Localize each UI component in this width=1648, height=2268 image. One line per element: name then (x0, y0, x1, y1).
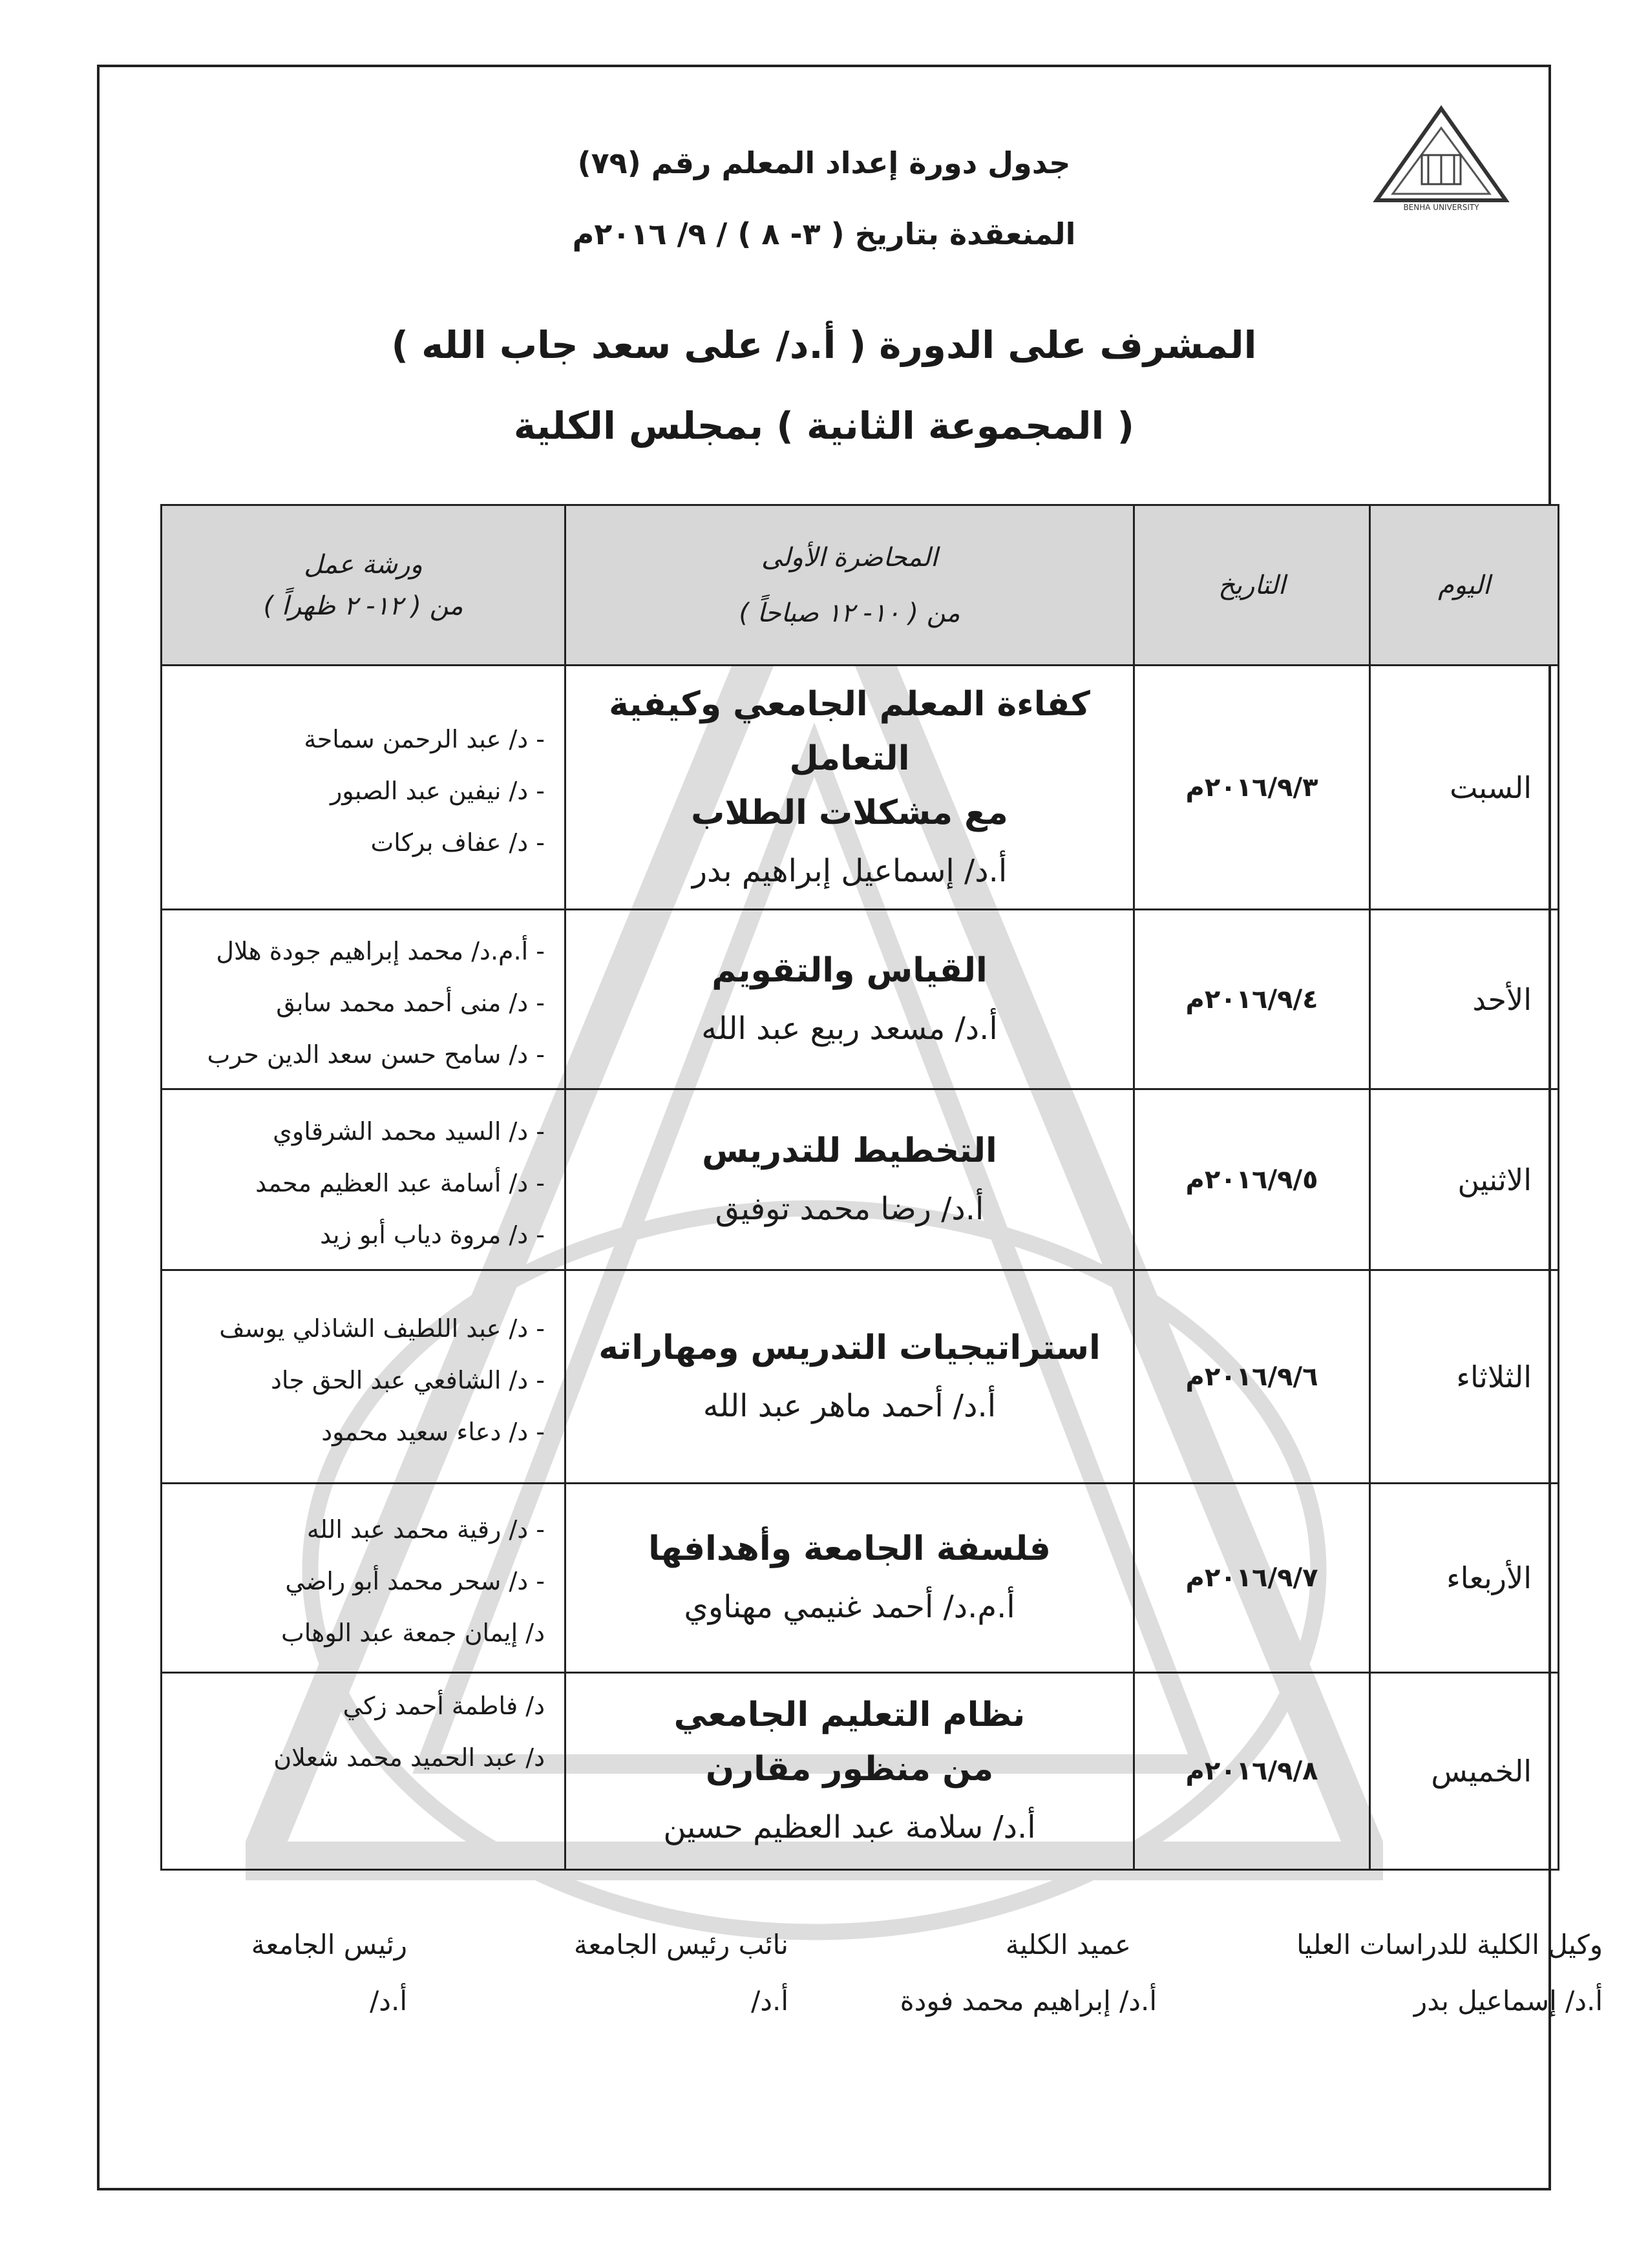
course-group: ( المجموعة الثانية ) بمجلس الكلية (513, 404, 1135, 448)
workshop-member: - د/ عبد اللطيف الشاذلي يوسف (219, 1314, 545, 1343)
lecture-title: القياس والتقويم (712, 950, 988, 990)
day-cell: الثلاثاء (1370, 1270, 1559, 1484)
lecture-cell (565, 910, 1134, 1089)
lecture-cell (565, 1673, 1134, 1870)
lecture-title: التخطيط للتدريس (702, 1131, 997, 1170)
signature-name: أ.د/ (751, 1985, 788, 2017)
lecture-title: استراتيجيات التدريس ومهاراته (598, 1328, 1101, 1367)
lecture-title: فلسفة الجامعة وأهدافها (648, 1529, 1051, 1568)
lecturer-name: أ.د/ أحمد ماهر عبد الله (703, 1387, 997, 1424)
day-cell: الخميس (1370, 1673, 1559, 1870)
workshop-member: - د/ عفاف بركات (370, 828, 545, 857)
workshop-cell (162, 1484, 565, 1673)
day-cell: الأحد (1370, 910, 1559, 1089)
lecture-cell (565, 666, 1134, 910)
lecture-cell (565, 1089, 1134, 1270)
workshop-member: - د/ سامح حسن سعد الدين حرب (207, 1040, 545, 1069)
workshop-member: - أ.م.د/ محمد إبراهيم جودة هلال (216, 936, 545, 965)
signature-vice-dean (1296, 1929, 1603, 2017)
header-date: التاريخ (1134, 505, 1370, 666)
workshop-member: - د/ عبد الرحمن سماحة (304, 724, 545, 753)
workshop-member: - د/ السيد محمد الشرقاوي (273, 1117, 545, 1146)
header-workshop (162, 505, 565, 666)
workshop-cell (162, 910, 565, 1089)
header-day: اليوم (1370, 505, 1559, 666)
workshop-cell (162, 1673, 565, 1870)
signature-name: أ.د/ إبراهيم محمد فودة (900, 1985, 1157, 2017)
header-lecture-title: المحاضرة الأولى (761, 542, 938, 572)
course-supervisor: المشرف على الدورة ( أ.د/ على سعد جاب الله ) (391, 323, 1257, 367)
signature-title: نائب رئيس الجامعة (574, 1929, 788, 1960)
workshop-member: - د/ أسامة عبد العظيم محمد (255, 1168, 545, 1197)
workshop-member: - د/ نيفين عبد الصبور (330, 776, 545, 805)
workshop-member: - د/ رقية محمد عبد الله (306, 1515, 545, 1544)
lecturer-name: أ.د/ مسعد ربيع عبد الله (701, 1010, 998, 1047)
lecturer-name: أ.د/ رضا محمد توفيق (715, 1190, 984, 1227)
lecture-cell (565, 1484, 1134, 1673)
date-cell: ٢٠١٦/٩/٣م (1134, 666, 1370, 910)
table-row (162, 1484, 1559, 1673)
signature-title: عميد الكلية (1005, 1929, 1131, 1960)
lecture-title: من منظور مقارن (705, 1750, 994, 1789)
lecturer-name: أ.د/ سلامة عبد العظيم حسين (663, 1809, 1036, 1845)
header-workshop-title: ورشة عمل (304, 549, 423, 580)
header-lecture-time: من ( ١٠- ١٢ صباحاً ) (739, 598, 960, 628)
workshop-member: - د/ مروة دياب أبو زيد (320, 1220, 545, 1249)
lecturer-name: أ.م.د/ أحمد غنيمي مهناوي (684, 1589, 1015, 1625)
table-row (162, 1089, 1559, 1270)
lecture-title: كفاءة المعلم الجامعي وكيفية التعامل (609, 684, 1090, 778)
lecture-title: نظام التعليم الجامعي (673, 1696, 1026, 1734)
lecture-title: مع مشكلات الطلاب (691, 793, 1008, 832)
signature-title: وكيل الكلية للدراسات العليا (1296, 1929, 1603, 1960)
signature-vice-president (574, 1929, 788, 2017)
day-cell: السبت (1370, 666, 1559, 910)
date-cell: ٢٠١٦/٩/٧م (1134, 1484, 1370, 1673)
course-title: جدول دورة إعداد المعلم رقم (٧٩) (577, 145, 1071, 180)
workshop-member: - د/ منى أحمد محمد سابق (276, 988, 545, 1017)
signature-title: رئيس الجامعة (251, 1929, 407, 1960)
date-cell: ٢٠١٦/٩/٤م (1134, 910, 1370, 1089)
workshop-cell (162, 1089, 565, 1270)
workshop-member: د/ عبد الحميد محمد شعلان (273, 1743, 545, 1772)
lecture-cell (565, 1270, 1134, 1484)
workshop-member: - د/ سحر محمد أبو راضي (285, 1567, 545, 1595)
table-header-row (162, 505, 1559, 666)
header-lecture (565, 505, 1134, 666)
workshop-cell (162, 1270, 565, 1484)
table-row (162, 1673, 1559, 1870)
workshop-member: - د/ الشافعي عبد الحق جاد (270, 1365, 545, 1394)
svg-text:BENHA UNIVERSITY: BENHA UNIVERSITY (1403, 203, 1479, 212)
signature-name: أ.د/ إسماعيل بدر (1413, 1985, 1603, 2017)
day-cell: الأربعاء (1370, 1484, 1559, 1673)
date-cell: ٢٠١٦/٩/٦م (1134, 1270, 1370, 1484)
date-cell: ٢٠١٦/٩/٥م (1134, 1089, 1370, 1270)
lecturer-name: أ.د/ إسماعيل إبراهيم بدر (692, 852, 1008, 889)
workshop-member: د/ فاطمة أحمد زكي (343, 1692, 545, 1720)
table-row (162, 666, 1559, 910)
workshop-member: - د/ دعاء سعيد محمود (321, 1417, 545, 1446)
signature-president (251, 1929, 407, 2017)
workshop-member: د/ إيمان جمعة عبد الوهاب (280, 1619, 545, 1647)
signature-dean (900, 1929, 1157, 2017)
course-dates: المنعقدة بتاريخ ( ٣- ٨ ) / ٩/ ٢٠١٦م (572, 216, 1076, 251)
table-row (162, 910, 1559, 1089)
table-row (162, 1270, 1559, 1484)
signature-name: أ.د/ (370, 1985, 407, 2017)
date-cell: ٢٠١٦/٩/٨م (1134, 1673, 1370, 1870)
header-workshop-time: من ( ١٢- ٢ ظهراً ) (263, 591, 463, 621)
schedule-table (160, 504, 1559, 1871)
workshop-cell (162, 666, 565, 910)
day-cell: الاثنين (1370, 1089, 1559, 1270)
